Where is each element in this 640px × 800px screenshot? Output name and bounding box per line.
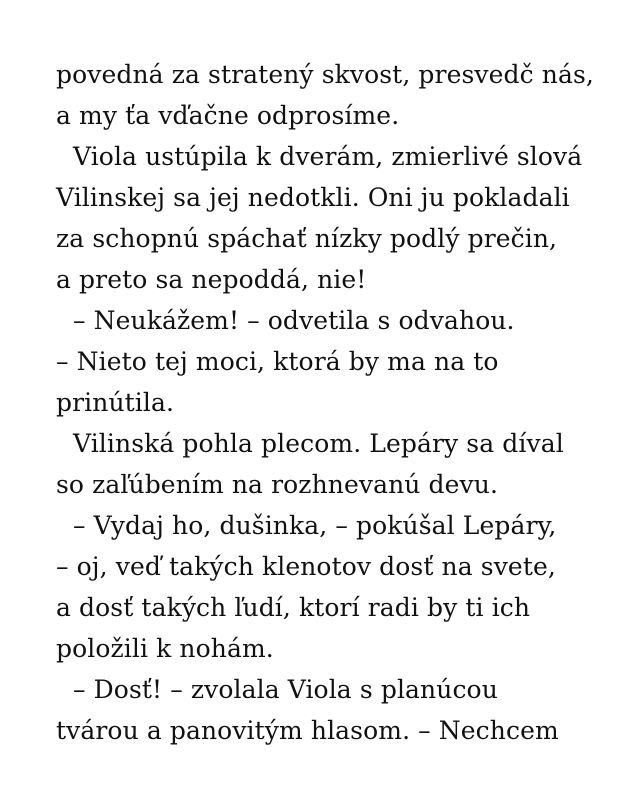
text-line: – Nieto tej moci, ktorá by ma na to [56, 347, 499, 376]
text-line: so zaľúbením na rozhnevanú devu. [56, 470, 499, 499]
text-line: – Dosť! – zvolala Viola s planúcou [73, 675, 498, 704]
text-line: a dosť takých ľudí, ktorí radi by ti ich [56, 593, 531, 622]
text-line: a preto sa nepoddá, nie! [56, 265, 367, 294]
text-line: – Vydaj ho, dušinka, – pokúšal Lepáry, [73, 511, 557, 540]
text-line: – Neukážem! – odvetila s odvahou. [73, 306, 515, 335]
text-line: prinútila. [56, 388, 175, 417]
text-line: Vilinská pohla plecom. Lepáry sa díval [73, 429, 564, 458]
body-text [56, 54, 616, 751]
text-line: položili k nohám. [56, 634, 274, 663]
text-line: tvárou a panovitým hlasom. – Nechcem [56, 716, 559, 745]
text-line: Vilinskej sa jej nedotkli. Oni ju pokladali [56, 183, 570, 212]
text-line: a my ťa vďačne odprosíme. [56, 101, 400, 130]
text-line: – oj, veď takých klenotov dosť na svete, [56, 552, 556, 581]
text-line: povedná za stratený skvost, presvedč nás, [56, 60, 594, 89]
text-line: za schopnú spáchať nízky podlý prečin, [56, 224, 558, 253]
text-line: Viola ustúpila k dverám, zmierlivé slová [73, 142, 583, 171]
